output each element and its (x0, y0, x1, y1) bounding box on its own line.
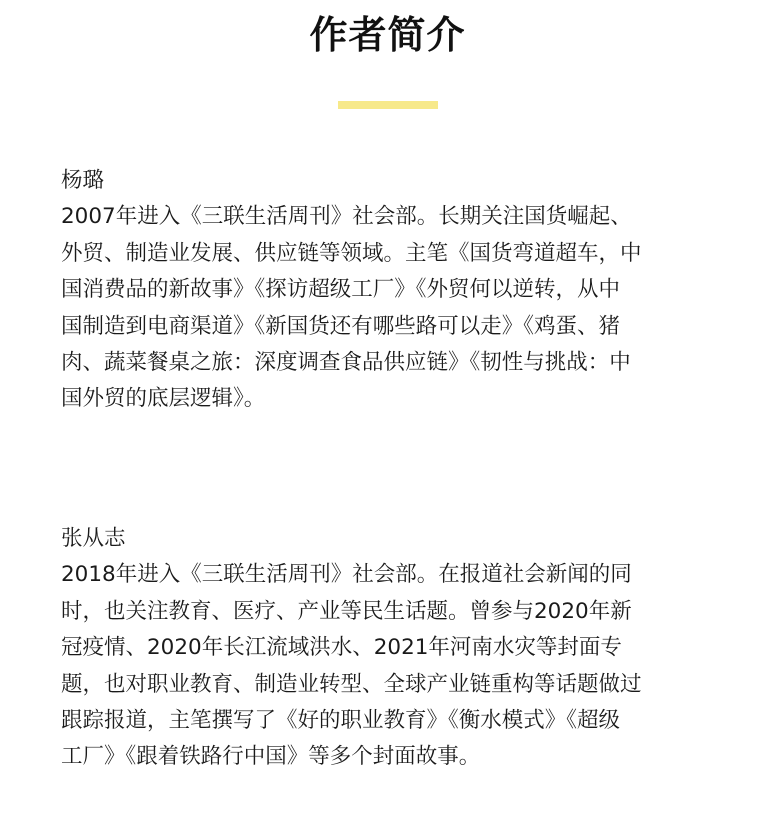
bio-text-line: 国消费品的新故事》《探访超级工厂》《外贸何以逆转，从中 (61, 277, 621, 303)
bio-text-line: 国制造到电商渠道》《新国货还有哪些路可以走》《鸡蛋、猪 (61, 313, 621, 339)
author-name: 张从志 (61, 526, 126, 551)
bio-text-line: 跟踪报道，主笔撰写了《好的职业教育》《衡水模式》《超级 (61, 708, 621, 734)
bio-text-line: 肉、蔬菜餐桌之旅：深度调查食品供应链》《韧性与挑战：中 (61, 350, 631, 376)
author-bio-zhang-congzhi (61, 521, 721, 776)
bio-text-line: 2018年进入《三联生活周刊》社会部。在报道社会新闻的同 (61, 562, 632, 588)
bio-text-line: 题，也对职业教育、制造业转型、全球产业链重构等话题做过 (61, 671, 642, 697)
bio-text-line: 国外贸的底层逻辑》。 (61, 386, 266, 412)
author-name: 杨璐 (61, 168, 105, 193)
bio-text-line: 工厂》《跟着铁路行中国》等多个封面故事。 (61, 744, 481, 770)
bio-text-line: 冠疫情、2020年长江流域洪水、2021年河南水灾等封面专 (61, 635, 622, 661)
title-underline-accent (338, 101, 438, 109)
author-bio-yang-lu (61, 163, 721, 418)
bio-text-line: 时，也关注教育、医疗、产业等民生话题。曾参与2020年新 (61, 598, 632, 624)
bio-text-line: 2007年进入《三联生活周刊》社会部。长期关注国货崛起、 (61, 204, 632, 230)
bio-text-line: 外贸、制造业发展、供应链等领域。主笔《国货弯道超车，中 (61, 240, 642, 266)
page-title: 作者简介 (309, 13, 466, 57)
